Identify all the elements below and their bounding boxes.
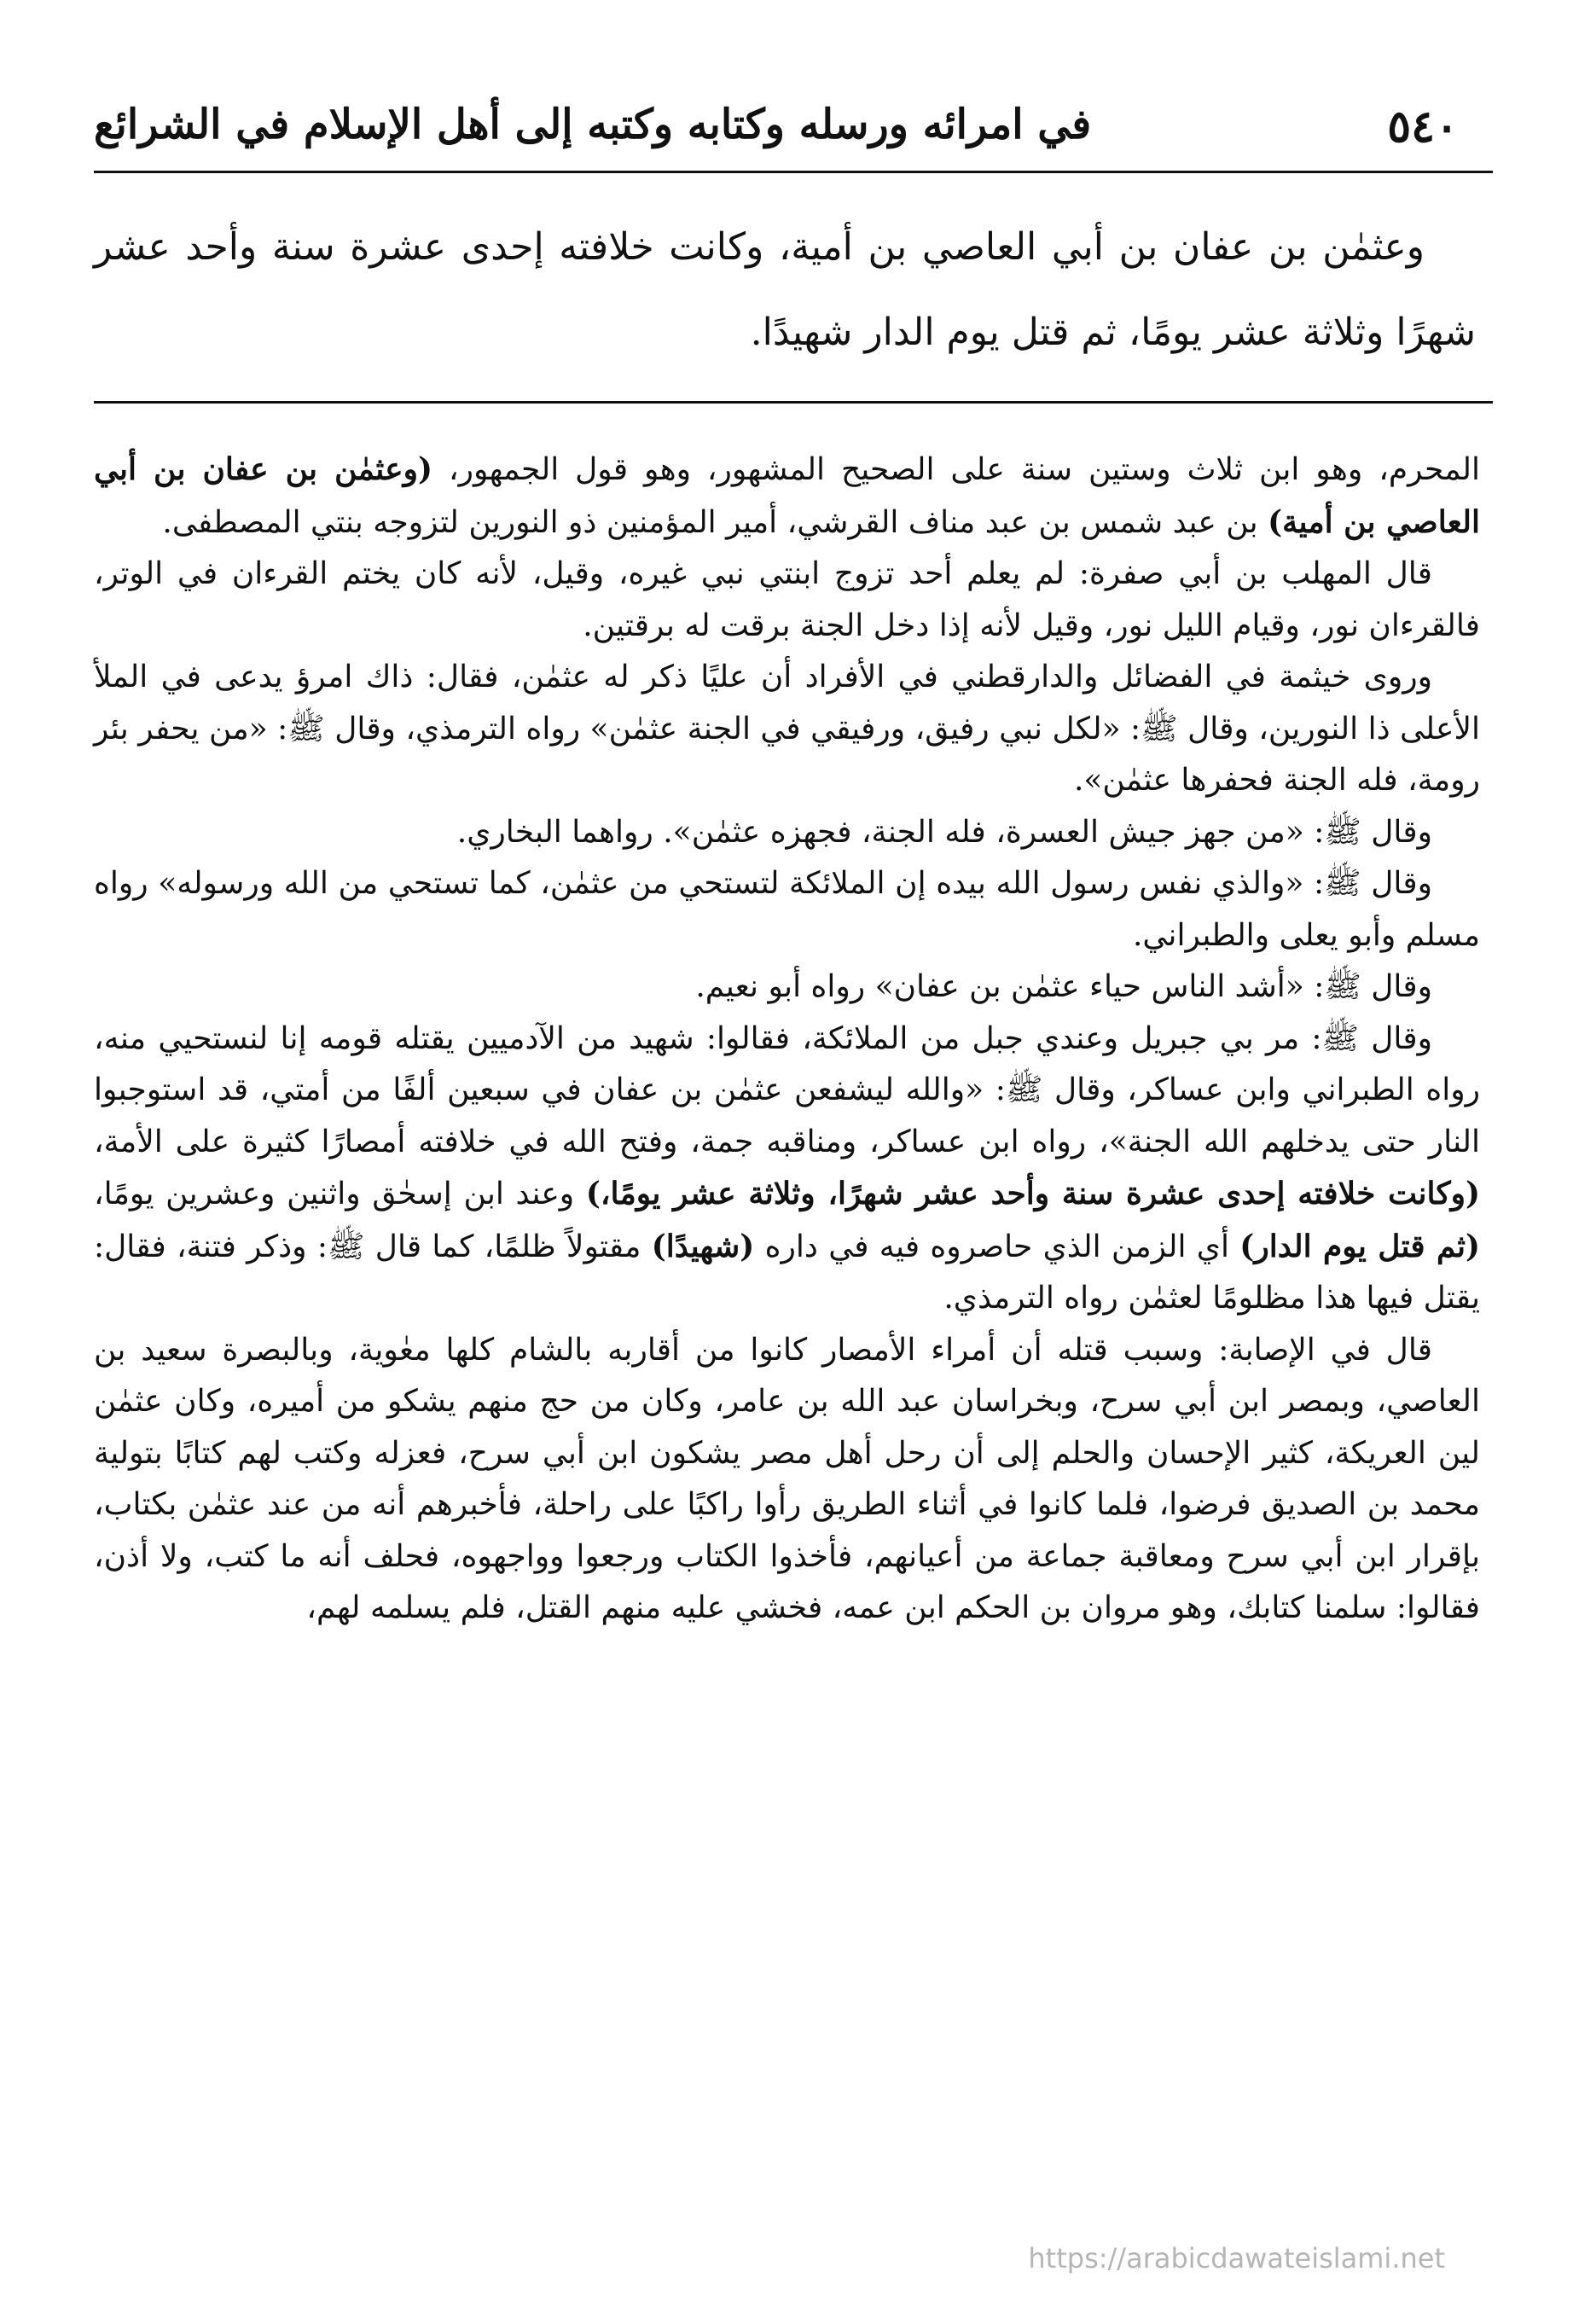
page-number: ٥٤٠	[1387, 101, 1459, 153]
commentary-paragraph-1	[94, 444, 1480, 549]
commentary-paragraph-3: وروى خيثمة في الفضائل والدارقطني في الأفراد أن عليًا ذكر له عثمٰن، فقال: ذاك امرؤ يدعى في الملأ الأعلى ذا النورين، وقال ﷺ: «لكل نبي رفيق، ورفيقي في الجنة عثمٰن» رواه الترمذي، وقال ﷺ: «من يحفر بئر رومة، فله الجنة فحفرها عثمٰن».	[94, 659, 1480, 798]
commentary-paragraph-5: وقال ﷺ: «والذي نفس رسول الله بيده إن الملائكة لتستحي من عثمٰن، كما تستحي من الله ورسوله» رواه مسلم وأبو يعلى والطبراني.	[94, 866, 1480, 953]
quoted-matn: (ثم قتل يوم الدار)	[1239, 1228, 1481, 1264]
main-text	[94, 205, 1476, 375]
header-rule	[94, 171, 1493, 173]
page-header	[94, 94, 1459, 154]
quoted-matn: (شهيدًا)	[651, 1228, 755, 1264]
main-text-paragraph: وعثمٰن بن عفان بن أبي العاصي بن أمية، وكانت خلافته إحدى عشرة سنة وأحد عشر شهرًا وثلاثة عشر يومًا، ثم قتل يوم الدار شهيدًا.	[94, 225, 1476, 354]
commentary-paragraph-2: قال المهلب بن أبي صفرة: لم يعلم أحد تزوج ابنتي نبي غيره، وقيل، لأنه كان يختم القرءان في الوتر، فالقرءان نور، وقيام الليل نور، وقيل لأنه إذا دخل الجنة برقت له برقتين.	[94, 556, 1480, 643]
running-title: في امرائه ورسله وكتابه وكتبه إلى أهل الإسلام في الشرائع	[94, 101, 1092, 148]
commentary-paragraph-6: وقال ﷺ: «أشد الناس حياء عثمٰن بن عفان» رواه أبو نعيم.	[695, 969, 1432, 1004]
commentary-text-run: أي الزمن الذي حاصروه فيه في داره	[754, 1229, 1240, 1264]
commentary-text-run: المحرم، وهو ابن ثلاث وستين سنة على الصحيح المشهور، وهو قول الجمهور،	[432, 452, 1480, 487]
quoted-matn: (وعثمٰن بن عفان بن أبي العاصي بن أمية)	[94, 451, 1480, 540]
quoted-matn: (وكانت خلافته إحدى عشرة سنة وأحد عشر شهرًا، وثلاثة عشر يومًا،)	[585, 1176, 1480, 1211]
footnote-separator	[94, 401, 1493, 404]
commentary-text-run: بن عبد شمس بن عبد مناف القرشي، أمير المؤمنين ذو النورين لتزوجه بنتي المصطفى.	[162, 504, 1268, 540]
watermark-url: https://arabicdawateislami.net	[1028, 2242, 1445, 2275]
commentary-text-run: مقتولاً ظلمًا، كما قال ﷺ: وذكر فتنة، فقال: يقتل فيها هذا مظلومًا لعثمٰن رواه الترمذي.	[94, 1229, 1480, 1316]
commentary-paragraph-4: وقال ﷺ: «من جهز جيش العسرة، فله الجنة، فجهزه عثمٰن». رواهما البخاري.	[456, 814, 1432, 850]
commentary-text-run: وقال ﷺ: مر بي جبريل وعندي جبل من الملائكة، فقالوا: شهيد من الآدميين يقتله قومه إنا لنستحيي منه، رواه الطبراني وابن عساكر، وقال ﷺ: «والله ليشفعن عثمٰن بن عفان في سبعين ألفًا من أمتي، قد استوجبوا النار حتى يدخلهم الله الجنة»، رواه ابن عساكر، ومناقبه جمة، وفتح الله في خلافته أمصارًا كثيرة على الأمة،	[94, 1020, 1480, 1159]
commentary-paragraph-8: قال في الإصابة: وسبب قتله أن أمراء الأمصار كانوا من أقاربه بالشام كلها معٰوية، وبالبصرة سعيد بن العاصي، وبمصر ابن أبي سرح، وبخراسان عبد الله بن عامر، وكان من حج منهم يشكو من أميره، وكان عثمٰن لين العريكة، كثير الإحسان والحلم إلى أن رحل أهل مصر يشكون ابن أبي سرح، فعزله وكتب لهم كتابًا بتولية محمد بن الصديق فرضوا، فلما كانوا في أثناء الطريق رأوا راكبًا على راحلة، فأخبرهم أنه من عند عثمٰن بكتاب، بإقرار ابن أبي سرح ومعاقبة جماعة من أعيانهم، فأخذوا الكتاب ورجعوا وواجهوه، فحلف أنه ما كتب، ولا أذن، فقالوا: سلمنا كتابك، وهو مروان بن الحكم ابن عمه، فخشي عليه منهم القتل، فلم يسلمه لهم،	[94, 1332, 1480, 1625]
commentary-text-run: وعند ابن إسحٰق واثنين وعشرين يومًا،	[94, 1177, 586, 1211]
commentary-paragraph-7	[94, 1014, 1480, 1325]
commentary-text	[94, 444, 1480, 1635]
